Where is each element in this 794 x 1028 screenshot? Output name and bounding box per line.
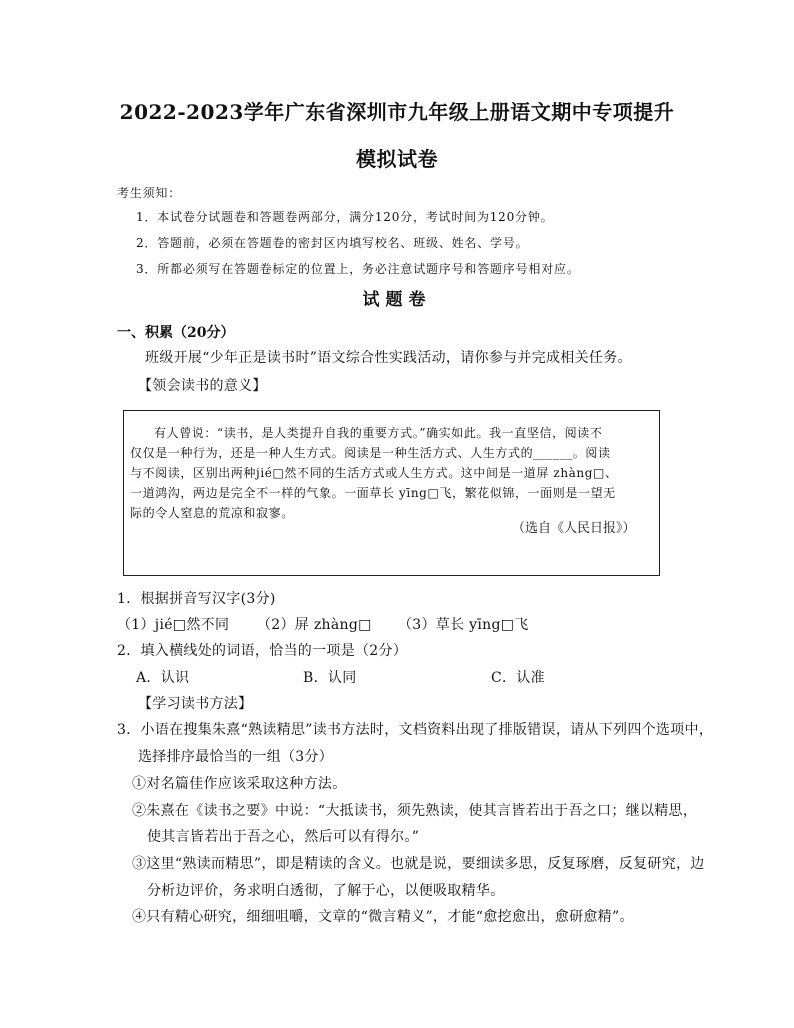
- question-2: 2．填入横线处的词语，恰当的一项是（2分）: [117, 643, 408, 659]
- passage-line-4: 一道鸿沟，两边是完全不一样的气象。一面草长 yīng□飞，繁花似锦，一面则是一望无: [130, 486, 616, 500]
- notice-heading: 考生须知：: [117, 186, 182, 200]
- exam-title-line2: 模拟试卷: [356, 147, 438, 171]
- section-1-intro: 班级开展“少年正是读书时”语文综合性实践活动，请你参与并完成相关任务。: [145, 350, 632, 366]
- question-3-item-3-cont: 分析边评价，务求明白透彻，了解于心，以便吸取精华。: [147, 883, 505, 899]
- subsection-reading-meaning: 【领会读书的意义】: [138, 378, 267, 394]
- question-3-line-2: 选择排序最恰当的一组（3分）: [138, 749, 334, 765]
- question-3-item-3: ③这里“熟读而精思”，即是精读的含义。也就是说，要细读多思，反复琢磨，反复研究，边: [132, 856, 705, 872]
- exam-title-line1: 2022-2023学年广东省深圳市九年级上册语文期中专项提升: [119, 100, 675, 124]
- paper-heading: 试题卷: [362, 290, 432, 310]
- notice-item-1: 1．本试卷分试题卷和答题卷两部分，满分120分，考试时间为120分钟。: [136, 210, 554, 224]
- question-1-option-3: （3）草长 yīng□飞: [398, 617, 529, 633]
- question-3-item-1: ①对名篇佳作应该采取这种方法。: [132, 776, 347, 792]
- question-3-line-1: 3．小语在搜集朱熹“熟读精思”读书方法时，文档资料出现了排版错误，请从下列四个选项中，: [117, 722, 714, 738]
- question-1-option-1: （1）jié□然不同: [117, 617, 230, 633]
- question-2-option-a: A．认识: [136, 670, 190, 686]
- question-2-option-c: C．认准: [491, 670, 545, 686]
- passage-line-3: 与不阅读，区别出两种jié□然不同的生活方式或人生方式。这中间是一道屏 zhàng□、: [130, 466, 618, 480]
- subsection-reading-method: 【学习读书方法】: [138, 696, 253, 712]
- passage-line-5: 际的令人窒息的荒凉和寂寥。: [130, 506, 294, 520]
- notice-item-2: 2．答题前，必须在答题卷的密封区内填写校名、班级、姓名、学号。: [136, 236, 529, 250]
- question-3-item-4: ④只有精心研究，细细咀嚼，文章的“微言精义”，才能“愈挖愈出，愈研愈精”。: [132, 909, 634, 925]
- passage-line-2: 仅仅是一种行为，还是一种人生方式。阅读是一种生活方式、人生方式的______。阅读: [130, 446, 611, 460]
- question-1: 1．根据拼音写汉字(3分): [117, 591, 276, 607]
- passage-source: （选自《人民日报》）: [512, 521, 636, 536]
- question-2-option-b: B．认同: [303, 670, 357, 686]
- question-3-item-2: ②朱熹在《读书之要》中说：“大抵读书，须先熟读，使其言皆若出于吾之口；继以精思，: [132, 803, 698, 819]
- notice-item-3: 3．所都必须写在答题卷标定的位置上，务必注意试题序号和答题序号相对应。: [136, 262, 580, 276]
- question-3-item-2-cont: 使其言皆若出于吾之心，然后可以有得尔。”: [147, 829, 420, 845]
- passage-line-1: 有人曾说：“读书，是人类提升自我的重要方式。”确实如此。我一直坚信，阅读不: [154, 426, 603, 440]
- section-1-heading: 一、积累（20分）: [117, 325, 235, 341]
- question-1-option-2: （2）屏 zhàng□: [257, 617, 372, 633]
